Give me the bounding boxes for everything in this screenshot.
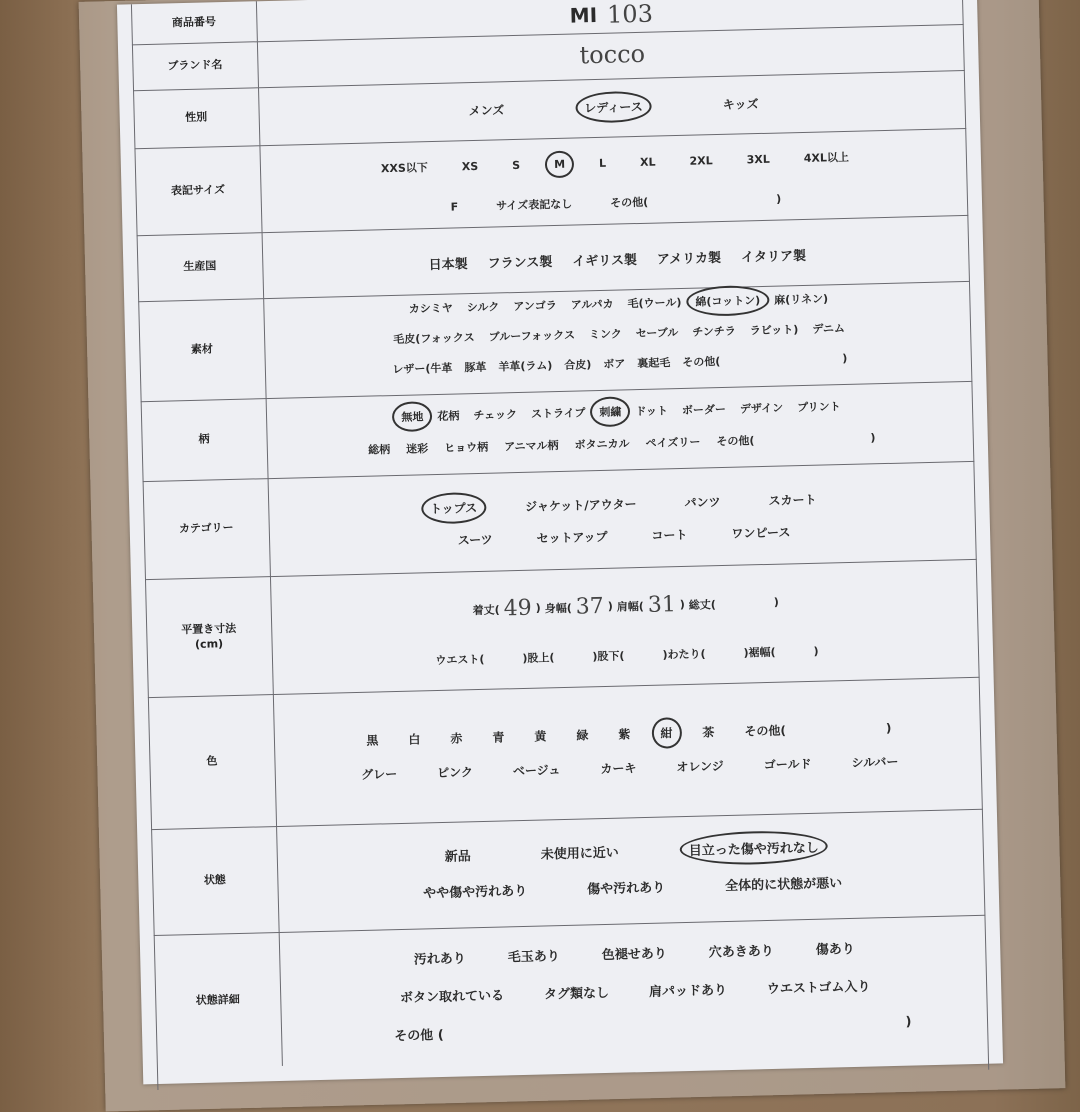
color-gold: ゴールド <box>763 756 812 773</box>
color-purple: 紫 <box>618 727 631 742</box>
color-blue: 青 <box>492 730 505 745</box>
material-pig: 豚革 <box>464 360 487 375</box>
color-beige: ベージュ <box>512 763 561 779</box>
country-japan: 日本製 <box>428 257 468 274</box>
pattern-animal: アニマル柄 <box>503 439 559 454</box>
material-angora: アンゴラ <box>513 299 557 314</box>
color-black: 黒 <box>366 733 379 748</box>
label-material: 素材 <box>138 298 266 401</box>
pattern-design: デザイン <box>739 401 784 416</box>
condition-new: 新品 <box>444 849 472 865</box>
category-skirt: スカート <box>768 492 817 508</box>
color-yellow: 黄 <box>534 729 547 744</box>
size-other: その他( <box>610 195 649 210</box>
condition-poor: 全体的に状態が悪い <box>724 876 843 895</box>
color-pink: ピンク <box>436 765 474 781</box>
material-rabbit: ラビット) <box>749 323 799 338</box>
measure-hem: )裾幅( <box>743 645 776 660</box>
category-coat: コート <box>651 527 688 543</box>
pattern-floral: 花柄 <box>437 409 460 423</box>
inspection-form <box>117 0 1003 1084</box>
label-color: 色 <box>148 694 277 829</box>
category-onepiece: ワンピース <box>731 525 791 541</box>
row-condition-detail <box>154 915 989 1069</box>
measure-width-label: 身幅( <box>544 601 572 615</box>
color-orange: オレンジ <box>676 759 724 775</box>
size-4xl: 4XL以上 <box>803 150 850 165</box>
measure-width-value: 37 <box>575 593 605 620</box>
condition-no-damage-circled: 目立った傷や汚れなし <box>689 837 819 859</box>
material-fur-fox: 毛皮(フォックス <box>393 331 475 347</box>
country-italy: イタリア製 <box>740 248 807 266</box>
measure-rise: )股上( <box>522 651 555 665</box>
size-2xl: 2XL <box>689 153 713 168</box>
measure-length-label: 着丈( <box>472 602 500 617</box>
label-country: 生産国 <box>137 232 265 301</box>
pattern-allover: 総柄 <box>368 443 391 457</box>
detail-button-missing: ボタン取れている <box>399 988 505 1007</box>
label-size: 表記サイズ <box>134 145 262 235</box>
detail-fading: 色褪せあり <box>601 946 667 964</box>
pattern-camo: 迷彩 <box>406 442 429 456</box>
measure-inseam: )股下( <box>592 649 625 664</box>
measure-length-close: ) <box>535 601 541 615</box>
gender-option-mens: メンズ <box>468 103 505 119</box>
material-synthetic: 合皮) <box>564 358 592 372</box>
label-product-number: 商品番号 <box>131 1 258 44</box>
measure-total-value <box>720 602 770 603</box>
material-cotton-circled: 綿(コットン) <box>695 294 761 309</box>
measure-hem-close: ) <box>813 644 819 658</box>
pattern-border: ボーダー <box>681 402 727 417</box>
detail-stain: 汚れあり <box>413 951 467 968</box>
measure-total-close: ) <box>773 595 780 609</box>
measure-thigh: )わたり( <box>662 647 706 662</box>
detail-no-tag: タグ類なし <box>543 985 610 1003</box>
size-3xl: 3XL <box>746 152 770 166</box>
label-measurements: 平置き寸法 (cm) <box>145 576 274 697</box>
measure-waist: ウエスト( <box>435 652 485 668</box>
detail-other-close: ) <box>905 1014 912 1030</box>
detail-hole: 穴あきあり <box>708 943 774 961</box>
pattern-leopard: ヒョウ柄 <box>444 440 489 455</box>
material-denim: デニム <box>812 321 846 336</box>
category-setup: セットアップ <box>536 529 608 546</box>
material-linen: 麻(リネン) <box>774 292 829 307</box>
condition-damaged: 傷や汚れあり <box>587 880 666 898</box>
color-red: 赤 <box>450 731 463 746</box>
measure-shoulder-label: 肩幅( <box>616 599 644 614</box>
pattern-botanical: ボタニカル <box>574 437 630 452</box>
gender-option-kids: キッズ <box>722 97 759 112</box>
measure-shoulder-value: 31 <box>647 592 677 618</box>
pattern-other: その他( <box>716 434 755 449</box>
label-pattern: 柄 <box>141 398 269 481</box>
material-alpaca: アルパカ <box>570 297 614 312</box>
size-s: S <box>512 158 521 172</box>
product-number-handwritten: 103 <box>606 0 654 29</box>
material-wool: 毛(ウール) <box>627 295 682 311</box>
label-category: カテゴリー <box>143 478 271 579</box>
material-cashmere: カシミヤ <box>408 301 453 316</box>
size-l: L <box>598 156 607 170</box>
pattern-stripe: ストライプ <box>530 406 586 421</box>
material-boa: ボア <box>603 357 626 371</box>
label-gender: 性別 <box>133 87 260 148</box>
pattern-embroidery-circled: 刺繍 <box>599 405 622 419</box>
condition-near-unused: 未使用に近い <box>540 845 619 863</box>
size-xxs: XXS以下 <box>380 161 428 176</box>
category-tops-circled: トップス <box>429 501 478 517</box>
measure-shoulder-close: ) <box>679 597 685 612</box>
material-other: その他( <box>682 355 721 369</box>
row-measurements <box>145 559 980 698</box>
color-gray: グレー <box>360 767 398 782</box>
brand-handwritten: tocco <box>579 39 646 70</box>
label-brand: ブランド名 <box>132 41 259 90</box>
label-condition-detail: 状態詳細 <box>154 932 283 1069</box>
category-jacket: ジャケット/アウター <box>524 497 637 514</box>
pattern-dot: ドット <box>635 404 669 419</box>
pattern-other-close: ) <box>870 430 876 444</box>
detail-scratch: 傷あり <box>815 941 855 958</box>
color-khaki: カーキ <box>600 761 637 777</box>
measure-width-close: ) <box>607 599 613 613</box>
country-france: フランス製 <box>487 255 553 272</box>
size-other-close: ) <box>776 191 782 206</box>
color-other: その他( <box>744 723 787 739</box>
detail-elastic-waist: ウエストゴム入り <box>766 979 871 998</box>
pattern-paisley: ペイズリー <box>645 435 701 450</box>
material-mink: ミンク <box>588 327 622 342</box>
pattern-check: チェック <box>473 408 518 423</box>
condition-some-damage: やや傷や汚れあり <box>423 883 528 902</box>
size-f: F <box>450 199 459 214</box>
size-xs: XS <box>461 159 479 173</box>
detail-pilling: 毛玉あり <box>507 949 560 966</box>
gender-option-ladies-circled: レディース <box>584 99 643 116</box>
material-silk: シルク <box>466 300 500 315</box>
color-other-close: ) <box>885 720 892 735</box>
material-lamb: 羊革(ラム) <box>498 359 553 374</box>
detail-other: その他 ( <box>394 1027 444 1045</box>
pattern-print: プリント <box>796 400 841 415</box>
size-none: サイズ表記なし <box>495 197 573 213</box>
measure-length-value: 49 <box>503 595 533 622</box>
size-m-circled: M <box>553 157 566 171</box>
category-pants: パンツ <box>684 495 721 510</box>
color-white: 白 <box>408 732 421 747</box>
country-uk: イギリス製 <box>572 253 638 270</box>
pattern-plain-circled: 無地 <box>401 410 424 424</box>
color-silver: シルバー <box>851 754 899 770</box>
category-suit: スーツ <box>457 532 493 548</box>
material-blue-fox: ブルーフォックス <box>488 328 576 344</box>
material-sable: セーブル <box>635 326 679 341</box>
measure-total-label: 総丈( <box>688 597 717 612</box>
product-number-prefix: MI <box>569 2 598 28</box>
material-other-close: ) <box>842 351 848 365</box>
material-brushed: 裏起毛 <box>637 356 671 371</box>
detail-shoulder-pad: 肩パッドあり <box>648 983 728 1000</box>
country-usa: アメリカ製 <box>656 250 722 268</box>
color-green: 緑 <box>576 728 589 743</box>
size-xl: XL <box>639 155 656 169</box>
color-brown: 茶 <box>702 725 715 740</box>
color-navy-circled: 紺 <box>660 726 673 741</box>
label-condition: 状態 <box>151 826 280 935</box>
material-leather-cow: レザー(牛革 <box>392 361 453 377</box>
material-chinchilla: チンチラ <box>692 324 736 339</box>
row-color <box>148 677 983 830</box>
